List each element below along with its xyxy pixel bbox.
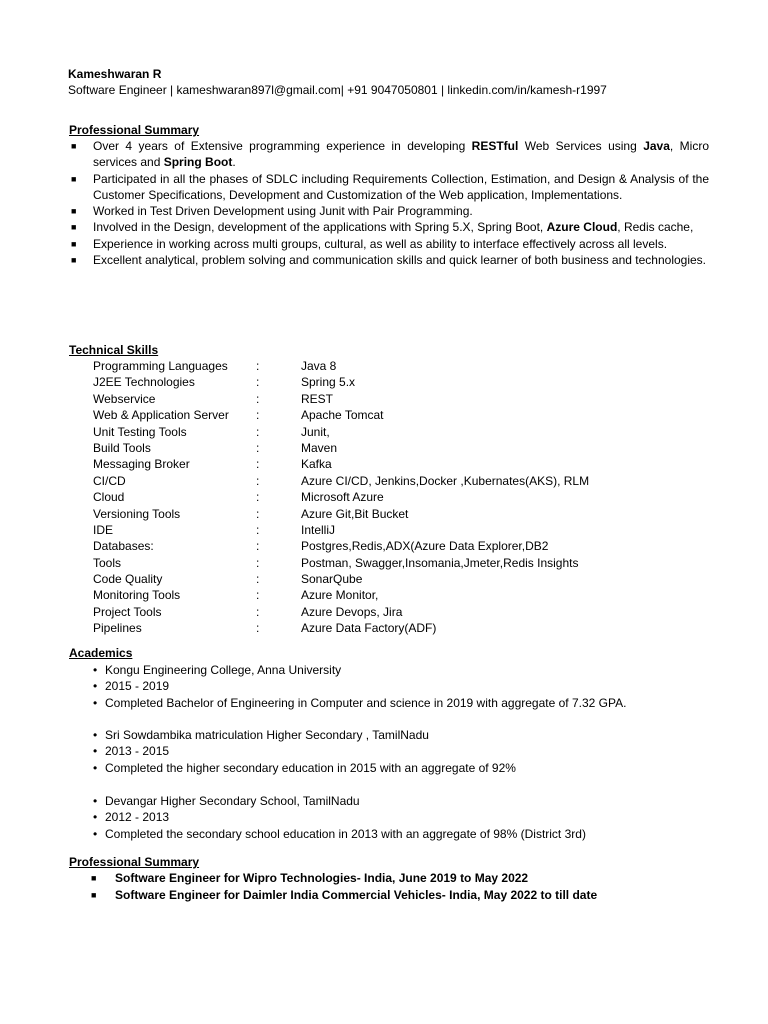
skill-value: Postman, Swagger,Insomania,Jmeter,Redis Insights: [301, 555, 579, 570]
skill-value: SonarQube: [301, 572, 363, 587]
summary-text-run: Involved in the Design, development of the applications with Spring 5.X, Spring Boot,: [93, 220, 547, 235]
skill-value: Azure Devops, Jira: [301, 604, 403, 619]
skill-row: [93, 424, 589, 440]
skill-row: [93, 456, 589, 472]
square-bullet-icon: ■: [91, 873, 97, 883]
skill-row: [93, 407, 589, 423]
academics-line: [93, 760, 516, 776]
skill-value: Azure Monitor,: [301, 588, 379, 603]
experience-item-2: [91, 887, 597, 904]
skill-value: REST: [301, 391, 334, 406]
skills-table: [93, 358, 589, 637]
skill-separator: :: [256, 473, 260, 488]
skill-value: Junit,: [301, 424, 330, 439]
square-bullet-icon: ■: [71, 141, 77, 151]
skill-row: [93, 489, 589, 505]
skill-separator: :: [256, 359, 260, 373]
skill-value: Microsoft Azure: [301, 490, 384, 505]
summary-bullet-4: [69, 219, 709, 235]
square-bullet-icon: ■: [71, 222, 77, 233]
summary-text-run: Java: [643, 139, 670, 153]
skill-value: Azure Data Factory(ADF): [301, 621, 437, 636]
skill-name: Databases:: [93, 539, 154, 554]
skill-value: Postgres,Redis,ADX(Azure Data Explorer,DB2: [301, 539, 549, 554]
skill-name: Programming Languages: [93, 359, 228, 373]
academics-text: Completed Bachelor of Engineering in Computer and science in 2019 with aggregate of 7.32 GPA.: [105, 695, 627, 710]
dot-bullet-icon: •: [93, 744, 98, 759]
academics-line: [93, 727, 516, 743]
skill-value: Azure Git,Bit Bucket: [301, 506, 409, 521]
summary-bullet-6: [69, 252, 709, 268]
skill-separator: :: [256, 539, 260, 554]
skill-row: [93, 391, 589, 407]
academics-text: Devangar Higher Secondary School, TamilNadu: [105, 794, 360, 808]
skill-separator: :: [256, 457, 260, 472]
skill-row: [93, 571, 589, 587]
square-bullet-icon: ■: [71, 173, 77, 184]
skill-name: Webservice: [93, 391, 156, 406]
academics-text: 2013 - 2015: [105, 744, 170, 759]
academics-line: [93, 809, 586, 825]
skill-separator: :: [256, 555, 260, 570]
skill-separator: :: [256, 408, 260, 423]
skill-value: Azure CI/CD, Jenkins,Docker ,Kubernates(AKS), RLM: [301, 473, 590, 488]
skill-row: [93, 473, 589, 489]
dot-bullet-icon: •: [93, 679, 98, 694]
skill-value: IntelliJ: [301, 522, 336, 537]
summary-text-run: Over 4 years of Extensive programming experience in developing: [93, 139, 472, 153]
experience-text: Software Engineer for Wipro Technologies- India, June 2019 to May 2022: [115, 871, 529, 885]
summary-text-run: Experience in working across multi groups, cultural, as well as ability to interface effectively across all levels.: [93, 236, 668, 251]
dot-bullet-icon: •: [93, 760, 98, 775]
academics-line: [93, 793, 586, 809]
academics-line: [93, 695, 626, 711]
academics-line: [93, 678, 626, 694]
square-bullet-icon: ■: [71, 206, 77, 217]
skill-row: [93, 358, 589, 374]
skill-row: [93, 522, 589, 538]
dot-bullet-icon: •: [93, 810, 98, 825]
skill-separator: :: [256, 604, 260, 619]
summary-text-run: , Micro services and: [93, 139, 709, 170]
dot-bullet-icon: •: [93, 826, 98, 841]
skill-name: Code Quality: [93, 572, 163, 587]
skill-name: IDE: [93, 522, 114, 537]
academics-entry-3: [93, 793, 586, 842]
academics-text: 2012 - 2013: [105, 810, 170, 825]
square-bullet-icon: ■: [71, 255, 77, 266]
experience-text: Software Engineer for Daimler India Commercial Vehicles- India, May 2022 to till date: [115, 888, 598, 902]
summary-text-run: Azure Cloud: [546, 220, 618, 235]
skill-separator: :: [256, 375, 260, 390]
skill-name: CI/CD: [93, 473, 126, 488]
skill-name: Web & Application Server: [93, 408, 229, 423]
skill-row: [93, 555, 589, 571]
skill-name: Project Tools: [93, 604, 162, 619]
dot-bullet-icon: •: [93, 794, 98, 808]
summary-list: [69, 138, 709, 268]
skill-row: [93, 538, 589, 554]
academics-entry-1: [93, 662, 626, 711]
skill-value: Kafka: [301, 457, 332, 472]
skill-value: Maven: [301, 440, 338, 455]
academics-entry-2: [93, 727, 516, 776]
dot-bullet-icon: •: [93, 695, 98, 710]
skill-value: Spring 5.x: [301, 375, 356, 390]
skill-name: Cloud: [93, 490, 125, 505]
resume-header: [68, 66, 607, 99]
skill-value: Apache Tomcat: [301, 408, 384, 423]
skill-separator: :: [256, 506, 260, 521]
skill-separator: :: [256, 424, 260, 439]
skill-separator: :: [256, 588, 260, 603]
skill-name: Build Tools: [93, 440, 151, 455]
skill-name: Tools: [93, 555, 122, 570]
contact-line: Software Engineer | kameshwaran897l@gmail.com| +91 9047050801 | linkedin.com/in/kamesh-r1997: [68, 83, 607, 97]
summary-text-run: .: [232, 155, 236, 170]
summary-bullet-3: [69, 203, 709, 219]
academics-line: [93, 743, 516, 759]
section-title-professional-summary: Professional Summary: [69, 123, 200, 137]
skill-name: J2EE Technologies: [93, 375, 195, 390]
skill-value: Java 8: [301, 359, 337, 373]
skill-row: [93, 506, 589, 522]
summary-text-run: , Redis cache,: [617, 220, 694, 235]
skill-separator: :: [256, 440, 260, 455]
skill-separator: :: [256, 490, 260, 505]
summary-bullet-2: [69, 171, 709, 204]
summary-bullet-5: [69, 236, 709, 252]
skill-name: Pipelines: [93, 621, 142, 636]
academics-text: Completed the higher secondary education in 2015 with an aggregate of 92%: [105, 760, 516, 775]
skill-row: [93, 620, 589, 636]
academics-line: [93, 662, 626, 678]
summary-text-run: Spring Boot: [163, 155, 233, 170]
skill-name: Monitoring Tools: [93, 588, 181, 603]
candidate-name: Kameshwaran R: [68, 67, 162, 81]
skill-row: [93, 374, 589, 390]
skill-row: [93, 587, 589, 603]
summary-text-run: Participated in all the phases of SDLC including Requirements Collection, Estimation, and Design & Analysis of the Customer Specifications, Development and Customization of the Web application, Implementations.: [93, 171, 709, 202]
skill-separator: :: [256, 572, 260, 587]
dot-bullet-icon: •: [93, 663, 98, 677]
square-bullet-icon: ■: [91, 890, 97, 900]
academics-line: [93, 826, 586, 842]
skill-name: Unit Testing Tools: [93, 424, 187, 439]
academics-text: Sri Sowdambika matriculation Higher Secondary , TamilNadu: [105, 728, 429, 742]
skill-name: Messaging Broker: [93, 457, 190, 472]
square-bullet-icon: ■: [71, 238, 77, 249]
section-title-academics: Academics: [69, 646, 133, 660]
summary-text-run: Web Services using: [518, 139, 644, 153]
summary-text-run: RESTful: [471, 139, 519, 153]
skill-separator: :: [256, 522, 260, 537]
skill-separator: :: [256, 391, 260, 406]
experience-list: [91, 870, 597, 904]
experience-item-1: [91, 870, 597, 887]
skill-separator: :: [256, 621, 260, 636]
section-title-experience: Professional Summary: [69, 855, 200, 869]
skill-row: [93, 604, 589, 620]
skill-row: [93, 440, 589, 456]
dot-bullet-icon: •: [93, 728, 98, 742]
summary-text-run: Excellent analytical, problem solving and communication skills and quick learner of both business and technologies.: [93, 253, 707, 268]
skill-name: Versioning Tools: [93, 506, 181, 521]
summary-bullet-1: [69, 138, 709, 171]
academics-text: Completed the secondary school education in 2013 with an aggregate of 98% (District 3rd): [105, 826, 586, 841]
academics-text: 2015 - 2019: [105, 679, 170, 694]
summary-text-run: Worked in Test Driven Development using Junit with Pair Programming.: [93, 204, 473, 219]
section-title-technical-skills: Technical Skills: [69, 343, 159, 357]
academics-text: Kongu Engineering College, Anna University: [105, 663, 342, 677]
